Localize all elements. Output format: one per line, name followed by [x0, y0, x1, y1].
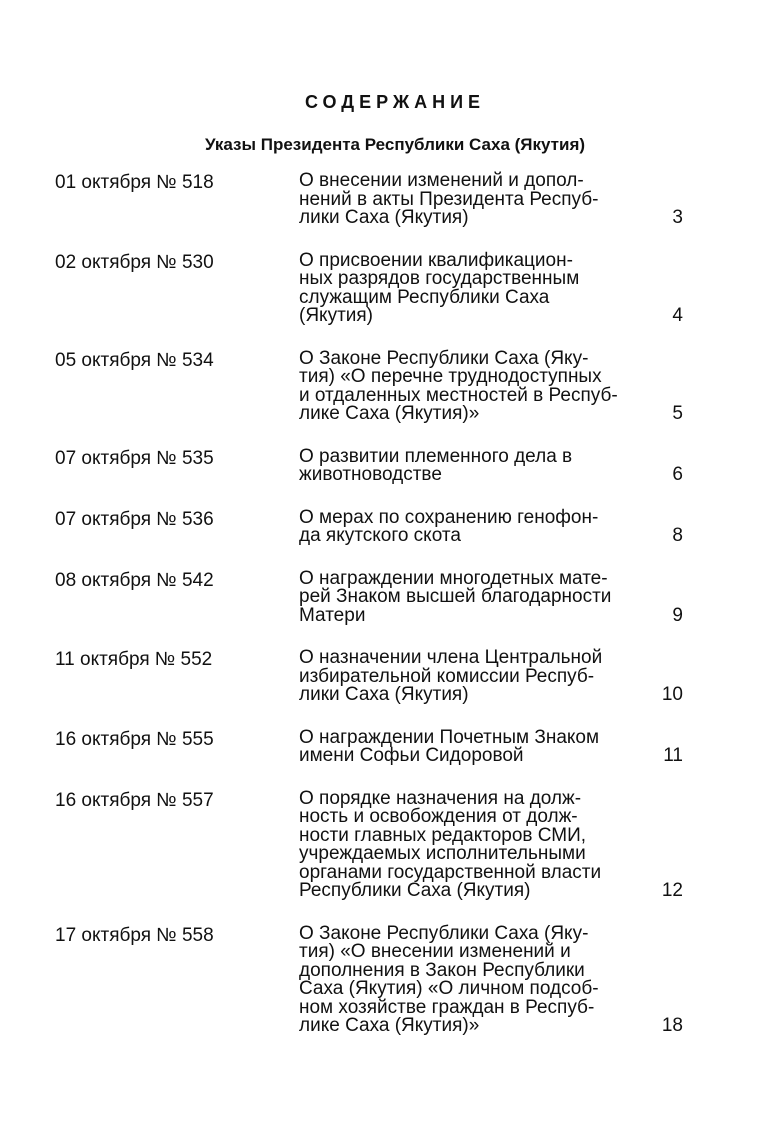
entry-page-number: 6 — [672, 464, 683, 485]
entry-title: О внесении изменений и допол- нений в акты Президента Респуб- лики Саха (Якутия) — [299, 170, 599, 228]
toc-entry — [55, 172, 705, 228]
toc-entry — [55, 726, 705, 766]
entry-date: 08 октября № 542 — [55, 569, 214, 591]
entry-page-number: 10 — [661, 684, 683, 705]
entry-page-number: 8 — [672, 525, 683, 546]
entry-date: 07 октября № 535 — [55, 447, 214, 469]
page-title: СОДЕРЖАНИЕ — [304, 92, 486, 112]
toc-entry — [55, 787, 705, 901]
entry-title: О назначении члена Центральной избирательной комиссии Респуб- лики Саха (Якутия) — [299, 647, 603, 705]
entry-date: 16 октября № 557 — [55, 789, 214, 811]
entry-page-number: 5 — [672, 403, 683, 424]
entry-date: 05 октября № 534 — [55, 349, 214, 371]
entry-date: 01 октября № 518 — [55, 172, 214, 193]
entry-date: 02 октября № 530 — [55, 251, 214, 273]
entry-date: 11 октября № 552 — [55, 649, 213, 670]
toc-entry — [55, 445, 705, 485]
entry-title: О порядке назначения на долж- ность и освобождения от долж- ности главных редакторов СМИ, учреждаемых исполнительными органами государственной власти Республики Саха (Якутия) — [299, 787, 602, 901]
entry-page-number: 11 — [663, 745, 683, 766]
entry-title: О награждении Почетным Знаком имени Софьи Сидоровой — [299, 726, 600, 766]
entry-page-number: 18 — [661, 1015, 683, 1036]
toc-entry — [55, 249, 705, 326]
toc-entry — [55, 649, 705, 705]
entry-title: О Законе Республики Саха (Яку- тия) «О перечне труднодоступных и отдаленных местностей в Респуб- лике Саха (Якутия)» — [299, 347, 618, 424]
entry-title: О мерах по сохранению генофон- да якутского скота — [299, 506, 599, 546]
toc-entry — [55, 347, 705, 424]
entry-page-number: 12 — [661, 880, 683, 901]
entry-title: О Законе Республики Саха (Яку- тия) «О внесении изменений и дополнения в Закон Республики Саха (Якутия) «О личном подсоб- ном хозяйстве граждан в Респуб- лике Саха (Якутия)» — [299, 922, 599, 1036]
entry-page-number: 9 — [672, 604, 683, 626]
toc-entries — [55, 172, 705, 1060]
entry-page-number: 3 — [672, 207, 683, 228]
section-heading: Указы Президента Республики Саха (Якутия) — [204, 135, 586, 154]
entry-title: О присвоении квалификацион- ных разрядов государственным служащим Республики Саха (Якутия) — [299, 249, 580, 326]
toc-entry — [55, 567, 705, 626]
entry-date: 07 октября № 536 — [55, 508, 214, 530]
entry-date: 16 октября № 555 — [55, 728, 214, 750]
entry-title: О награждении многодетных мате- рей Знаком высшей благодарности Матери — [299, 567, 612, 626]
entry-title: О развитии племенного дела в животноводстве — [299, 445, 573, 485]
toc-entry — [55, 506, 705, 546]
entry-page-number: 4 — [672, 305, 683, 326]
entry-date: 17 октября № 558 — [55, 924, 214, 946]
toc-entry — [55, 922, 705, 1036]
